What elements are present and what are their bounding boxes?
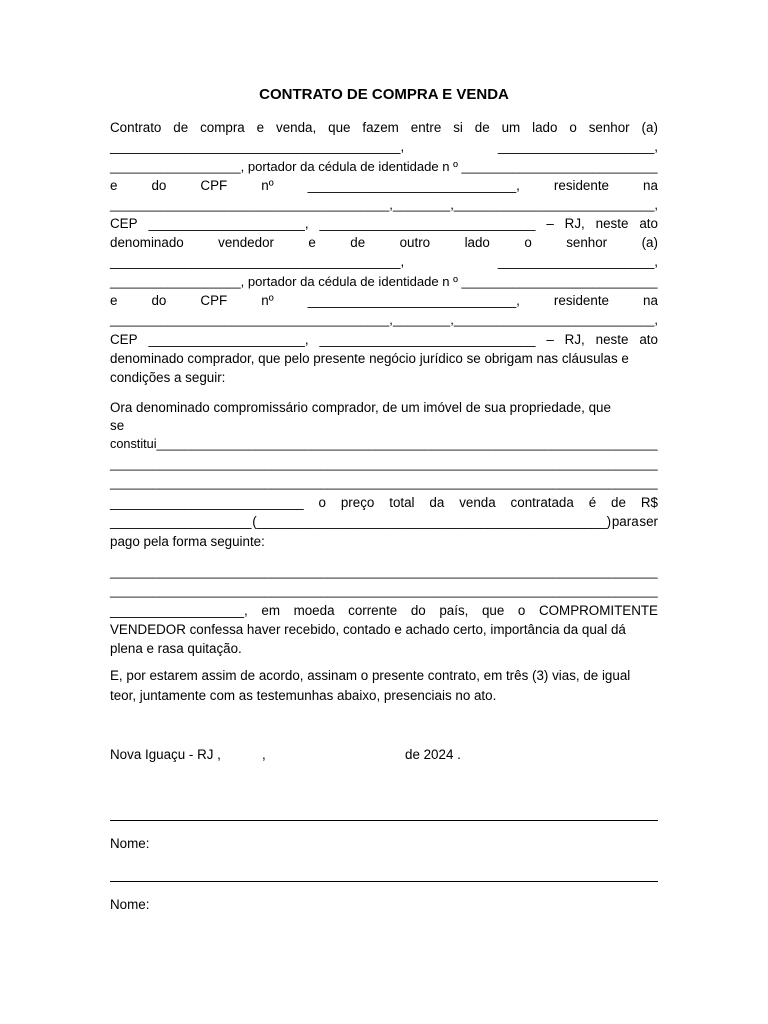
body-text: de <box>173 120 189 135</box>
body-text: – <box>546 216 554 231</box>
body-line <box>110 435 658 454</box>
body-text: para <box>611 514 639 529</box>
body-text: ser <box>639 514 658 529</box>
body-line <box>110 176 658 195</box>
body-line <box>110 291 658 310</box>
body-text: preço <box>340 495 375 510</box>
body-text: (a) <box>641 235 658 250</box>
body-line <box>110 137 658 156</box>
date-year: de 2024 . <box>405 747 461 762</box>
body-text: ____________________________, <box>453 197 658 212</box>
body-line <box>110 252 658 271</box>
body-text: e <box>308 235 316 250</box>
body-text: residente <box>553 293 609 308</box>
body-text: VENDEDOR confessa haver recebido, contado e achado certo, importância da qual dá <box>110 622 626 637</box>
body-text: corrente <box>348 603 398 618</box>
body-text: _______________________________________, <box>110 254 405 269</box>
body-text: _____________________, <box>497 254 658 269</box>
body-line <box>110 330 658 349</box>
body-text: Contrato <box>110 120 162 135</box>
body-text: senhor <box>588 120 630 135</box>
body-text: o <box>524 235 532 250</box>
body-text: ______________________________________________________________________________ <box>110 476 658 490</box>
body-text: do <box>410 603 426 618</box>
body-text: ______________________________________________________________________________ <box>110 565 658 579</box>
document-title: CONTRATO DE COMPRA E VENDA <box>259 86 509 103</box>
date-city: Nova Iguaçu - RJ , <box>110 747 221 762</box>
body-text: _____________________________ <box>319 216 536 231</box>
signature-name-2: Nome: <box>110 897 150 912</box>
body-line <box>110 563 658 582</box>
signature-name-1: Nome: <box>110 836 150 851</box>
body-text: _____________________________ <box>319 332 536 347</box>
body-text: _______________________________________, <box>110 139 405 154</box>
body-text: se <box>110 418 125 433</box>
body-text: Ora denominado compromissário comprador, de um imóvel de sua propriedade, que <box>110 400 611 415</box>
body-text: o <box>318 495 326 510</box>
body-text: de <box>350 235 366 250</box>
body-text: _______________________________________, <box>110 312 393 327</box>
body-text: ____________________________, <box>453 312 658 327</box>
body-text: CEP <box>110 332 138 347</box>
body-text: _____________________, <box>148 332 309 347</box>
body-text: _____________________, <box>497 139 658 154</box>
date-comma: , <box>262 747 266 762</box>
body-line <box>110 416 658 435</box>
body-text: país, <box>439 603 469 618</box>
body-line <box>110 601 658 620</box>
body-text: senhor <box>566 235 608 250</box>
body-text: fazem <box>362 120 399 135</box>
signature-line-1 <box>110 820 658 821</box>
body-text: do <box>151 293 167 308</box>
body-text: (_______________________________________________) <box>252 514 612 529</box>
body-text: na <box>643 178 658 193</box>
body-text: na <box>643 293 658 308</box>
body-text: ______________________________________________________________________________ <box>110 584 658 598</box>
body-text: constitui_______________________________________________________________________ <box>110 437 658 451</box>
body-text: e <box>110 178 118 193</box>
body-text: R$ <box>640 495 658 510</box>
body-text: __________________, portador da cédula de identidade n º ___________________________ <box>110 159 658 174</box>
body-line <box>110 620 658 639</box>
body-text: _______________________________________, <box>110 197 393 212</box>
body-text: _____________________, <box>148 216 309 231</box>
signature-line-2 <box>110 881 658 882</box>
body-text: o <box>517 603 526 618</box>
body-text: de <box>474 120 490 135</box>
body-text: lado <box>464 235 490 250</box>
body-line <box>110 639 658 658</box>
body-text: plena e rasa quitação. <box>110 641 242 656</box>
body-text: CEP <box>110 216 138 231</box>
body-text: que <box>481 603 505 618</box>
body-line <box>110 532 658 551</box>
body-text: de <box>611 495 626 510</box>
body-text: __________________________ <box>110 495 304 510</box>
body-text: é <box>588 495 597 510</box>
body-text: ______________________________________________________________________________ <box>110 457 658 471</box>
body-text: entre <box>410 120 442 135</box>
body-text: venda, <box>276 120 317 135</box>
body-line <box>110 493 658 512</box>
body-text: nº <box>261 293 274 308</box>
body-text: ato <box>639 332 658 347</box>
body-text: RJ, <box>564 216 585 231</box>
body-line <box>110 368 658 387</box>
body-line <box>110 686 658 705</box>
body-text: total <box>389 495 415 510</box>
body-line <box>110 214 658 233</box>
body-text: __________________, portador da cédula de identidade n º ___________________________ <box>110 274 658 289</box>
body-text: neste <box>595 216 629 231</box>
body-line <box>110 195 658 214</box>
body-text: ____________________________, <box>307 178 520 193</box>
body-text: pago pela forma seguinte: <box>110 534 265 549</box>
body-line <box>110 512 658 531</box>
body-line <box>110 582 658 601</box>
body-line <box>110 349 658 368</box>
body-text: COMPROMITENTE <box>538 603 658 618</box>
body-text: vendedor <box>218 235 274 250</box>
body-text: RJ, <box>564 332 585 347</box>
body-text: moeda <box>293 603 335 618</box>
body-text: e <box>110 293 118 308</box>
body-text: ato <box>639 216 658 231</box>
body-text: – <box>546 332 554 347</box>
body-text: __________________, <box>110 603 248 618</box>
body-text: denominado comprador, que pelo presente negócio jurídico se obrigam nas cláusulas e <box>110 351 629 366</box>
body-line <box>110 474 658 493</box>
body-text: da <box>429 495 445 510</box>
body-text: nº <box>261 178 274 193</box>
body-text: e <box>256 120 265 135</box>
body-text: um <box>501 120 521 135</box>
body-text: E, por estarem assim de acordo, assinam o presente contrato, em três (3) vias, de igual <box>110 668 631 683</box>
body-text: si <box>453 120 463 135</box>
body-line <box>110 310 658 329</box>
body-text: residente <box>553 178 609 193</box>
body-text: venda <box>459 495 496 510</box>
body-text: teor, juntamente com as testemunhas abaixo, presenciais no ato. <box>110 688 497 703</box>
body-line <box>110 455 658 474</box>
body-text: que <box>328 120 351 135</box>
body-text: CPF <box>200 293 228 308</box>
body-text: o <box>569 120 577 135</box>
body-text: denominado <box>110 235 184 250</box>
body-text: outro <box>399 235 431 250</box>
body-text: condições a seguir: <box>110 370 226 385</box>
body-text: compra <box>200 120 245 135</box>
body-text: neste <box>595 332 629 347</box>
body-text: ________, <box>392 312 454 327</box>
body-text: ________, <box>392 197 454 212</box>
body-line <box>110 233 658 252</box>
body-line <box>110 157 658 176</box>
body-line <box>110 666 658 685</box>
body-line <box>110 272 658 291</box>
body-text: ___________________ <box>110 514 252 529</box>
body-line <box>110 398 658 417</box>
body-line <box>110 118 658 137</box>
body-text: lado <box>532 120 558 135</box>
body-text: contratada <box>510 495 574 510</box>
body-text: CPF <box>200 178 228 193</box>
body-text: ____________________________, <box>307 293 520 308</box>
body-text: em <box>261 603 280 618</box>
body-text: (a) <box>641 120 658 135</box>
body-text: do <box>151 178 167 193</box>
